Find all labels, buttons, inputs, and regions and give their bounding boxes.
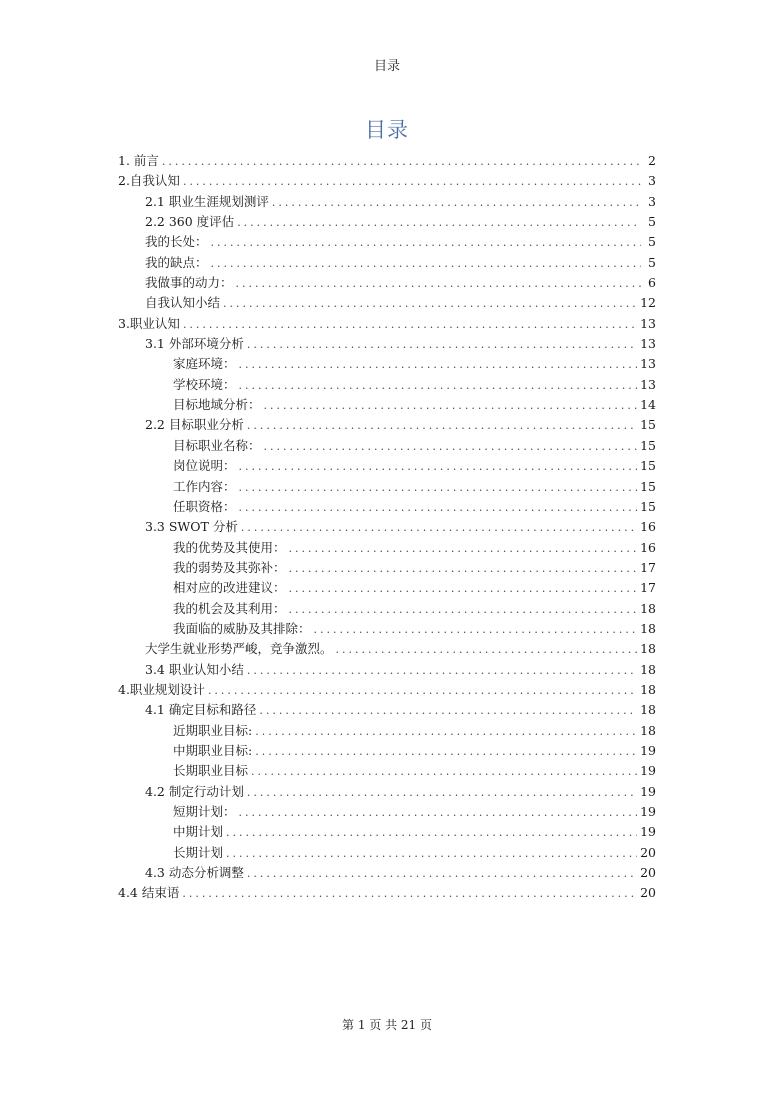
toc-dot-leader bbox=[239, 376, 638, 396]
toc-entry-label: 中期计划 bbox=[173, 824, 224, 840]
toc-entry-label: 4.3 动态分析调整 bbox=[145, 865, 244, 881]
toc-entry-label: 短期计划： bbox=[173, 804, 236, 819]
toc-page-number: 18 bbox=[640, 661, 656, 677]
table-of-contents bbox=[118, 151, 656, 904]
toc-page-number: 16 bbox=[640, 519, 656, 535]
toc-dot-leader bbox=[162, 152, 641, 172]
toc-entry-label: 3.职业认知 bbox=[118, 315, 180, 331]
toc-dot-leader bbox=[264, 437, 638, 457]
toc-page-number: 3 bbox=[648, 173, 656, 189]
toc-dot-leader bbox=[241, 518, 637, 538]
toc-dot-leader bbox=[336, 640, 638, 660]
toc-entry-label: 2.自我认知 bbox=[118, 173, 180, 189]
toc-entry[interactable] bbox=[118, 375, 656, 395]
toc-page-number: 17 bbox=[640, 580, 656, 596]
toc-entry-label: 岗位说明： bbox=[173, 458, 236, 474]
toc-dot-leader bbox=[211, 254, 641, 274]
toc-entry[interactable] bbox=[118, 639, 656, 659]
toc-entry-label: 我的机会及其利用： bbox=[173, 600, 286, 616]
toc-page-number: 19 bbox=[640, 742, 656, 758]
toc-page-number: 19 bbox=[640, 804, 656, 819]
toc-page-number: 18 bbox=[640, 722, 656, 738]
toc-dot-leader bbox=[247, 335, 637, 355]
toc-page-number: 13 bbox=[640, 315, 656, 331]
toc-entry[interactable] bbox=[118, 171, 656, 191]
toc-entry-label: 我做事的动力： bbox=[145, 275, 233, 291]
toc-entry[interactable] bbox=[118, 680, 656, 700]
toc-entry[interactable] bbox=[118, 619, 656, 639]
toc-dot-leader bbox=[289, 559, 638, 579]
toc-page-number: 15 bbox=[640, 498, 656, 514]
toc-entry[interactable] bbox=[118, 477, 656, 497]
toc-entry[interactable] bbox=[118, 843, 656, 863]
toc-page-number: 17 bbox=[640, 559, 656, 575]
toc-dot-leader bbox=[226, 844, 637, 864]
toc-entry-label: 4.4 结束语 bbox=[118, 885, 180, 901]
toc-dot-leader bbox=[211, 233, 641, 253]
toc-entry-label: 我的优势及其使用： bbox=[173, 539, 286, 555]
toc-entry[interactable] bbox=[118, 232, 656, 252]
toc-entry[interactable] bbox=[118, 660, 656, 680]
toc-dot-leader bbox=[239, 803, 638, 823]
toc-entry-label: 近期职业目标: bbox=[173, 722, 253, 738]
toc-entry[interactable] bbox=[118, 599, 656, 619]
toc-entry-label: 3.3 SWOT 分析 bbox=[145, 519, 238, 535]
toc-dot-leader bbox=[289, 600, 638, 620]
toc-entry[interactable] bbox=[118, 517, 656, 537]
toc-entry-label: 2.2 360 度评估 bbox=[145, 214, 235, 230]
toc-page-number: 20 bbox=[640, 865, 656, 881]
toc-entry[interactable] bbox=[118, 212, 656, 232]
toc-page-number: 12 bbox=[640, 295, 656, 311]
toc-entry-label: 长期职业目标 bbox=[173, 763, 249, 779]
toc-page-number: 13 bbox=[640, 376, 656, 392]
toc-page-number: 19 bbox=[640, 783, 656, 799]
toc-entry[interactable] bbox=[118, 334, 656, 354]
toc-page-number: 6 bbox=[648, 275, 656, 291]
toc-entry-label: 4.1 确定目标和路径 bbox=[145, 702, 257, 718]
toc-title: 目录 bbox=[365, 118, 409, 142]
toc-page-number: 13 bbox=[640, 336, 656, 352]
toc-page-number: 18 bbox=[640, 702, 656, 718]
toc-dot-leader bbox=[237, 213, 641, 233]
toc-entry-label: 长期计划 bbox=[173, 844, 224, 860]
toc-dot-leader bbox=[314, 620, 638, 640]
toc-page-number: 20 bbox=[640, 885, 656, 901]
toc-entry-label: 2.1 职业生涯规划测评 bbox=[145, 193, 269, 209]
toc-page-number: 19 bbox=[640, 763, 656, 779]
toc-entry[interactable] bbox=[118, 700, 656, 720]
toc-page-number: 2 bbox=[648, 153, 656, 168]
toc-entry[interactable] bbox=[118, 883, 656, 903]
toc-dot-leader bbox=[247, 661, 637, 681]
toc-page-number: 13 bbox=[640, 356, 656, 372]
toc-page-number: 5 bbox=[648, 214, 656, 230]
toc-entry[interactable] bbox=[118, 802, 656, 822]
toc-entry-label: 相对应的改进建议： bbox=[173, 580, 286, 596]
toc-entry-label: 我面临的威胁及其排除： bbox=[173, 620, 311, 636]
toc-dot-leader bbox=[236, 274, 641, 294]
toc-entry[interactable] bbox=[118, 192, 656, 212]
toc-page-number: 15 bbox=[640, 458, 656, 474]
toc-entry[interactable] bbox=[118, 558, 656, 578]
page-footer: 第 1 页 共 21 页 bbox=[342, 1018, 432, 1032]
toc-entry[interactable] bbox=[118, 761, 656, 781]
toc-dot-leader bbox=[239, 457, 638, 477]
toc-entry-label: 家庭环境： bbox=[173, 356, 236, 372]
toc-dot-leader bbox=[182, 884, 637, 904]
toc-page-number: 18 bbox=[640, 620, 656, 636]
toc-entry-label: 大学生就业形势严峻，竞争激烈。 bbox=[145, 641, 333, 657]
toc-dot-leader bbox=[226, 823, 637, 843]
toc-entry[interactable] bbox=[118, 538, 656, 558]
toc-entry[interactable] bbox=[118, 863, 656, 883]
toc-entry[interactable] bbox=[118, 314, 656, 334]
toc-entry[interactable] bbox=[118, 456, 656, 476]
toc-entry-label: 我的弱势及其弥补： bbox=[173, 559, 286, 575]
toc-dot-leader bbox=[239, 355, 638, 375]
toc-dot-leader bbox=[289, 579, 638, 599]
toc-dot-leader bbox=[183, 172, 641, 192]
toc-entry[interactable] bbox=[118, 436, 656, 456]
toc-dot-leader bbox=[272, 193, 641, 213]
toc-page-number: 20 bbox=[640, 844, 656, 860]
toc-entry-label: 学校环境： bbox=[173, 376, 236, 392]
toc-entry[interactable] bbox=[118, 253, 656, 273]
toc-entry[interactable] bbox=[118, 741, 656, 761]
toc-entry[interactable] bbox=[118, 273, 656, 293]
toc-dot-leader bbox=[223, 294, 637, 314]
toc-entry-label: 我的长处： bbox=[145, 234, 208, 250]
toc-entry-label: 中期职业目标: bbox=[173, 742, 253, 758]
toc-entry-label: 目标职业名称： bbox=[173, 437, 261, 453]
toc-dot-leader bbox=[239, 498, 638, 518]
toc-entry-label: 任职资格： bbox=[173, 498, 236, 514]
toc-entry[interactable] bbox=[118, 395, 656, 415]
toc-dot-leader bbox=[255, 742, 637, 762]
toc-entry-label: 2.2 目标职业分析 bbox=[145, 417, 244, 433]
toc-dot-leader bbox=[259, 701, 637, 721]
toc-page-number: 15 bbox=[640, 437, 656, 453]
toc-entry-label: 4.职业规划设计 bbox=[118, 681, 205, 697]
page-header: 目录 bbox=[373, 59, 400, 74]
toc-dot-leader bbox=[247, 783, 637, 803]
toc-dot-leader bbox=[289, 539, 638, 559]
toc-entry[interactable] bbox=[118, 782, 656, 802]
toc-page-number: 18 bbox=[640, 681, 656, 697]
toc-page-number: 5 bbox=[648, 234, 656, 250]
toc-page-number: 3 bbox=[648, 193, 656, 209]
toc-page-number: 15 bbox=[640, 478, 656, 494]
toc-page-number: 5 bbox=[648, 254, 656, 270]
toc-dot-leader bbox=[208, 681, 637, 701]
toc-dot-leader bbox=[183, 315, 637, 335]
toc-page-number: 19 bbox=[640, 824, 656, 840]
toc-entry-label: 目标地域分析： bbox=[173, 397, 261, 413]
toc-entry[interactable] bbox=[118, 721, 656, 741]
toc-entry[interactable] bbox=[118, 151, 656, 171]
toc-entry-label: 我的缺点： bbox=[145, 254, 208, 270]
toc-page-number: 18 bbox=[640, 641, 656, 657]
toc-entry[interactable] bbox=[118, 578, 656, 598]
toc-entry-label: 1. 前言 bbox=[118, 153, 159, 168]
toc-dot-leader bbox=[251, 762, 637, 782]
toc-entry[interactable] bbox=[118, 497, 656, 517]
toc-page-number: 18 bbox=[640, 600, 656, 616]
toc-dot-leader bbox=[255, 722, 637, 742]
toc-entry[interactable] bbox=[118, 354, 656, 374]
toc-entry[interactable] bbox=[118, 822, 656, 842]
toc-dot-leader bbox=[247, 864, 637, 884]
toc-entry-label: 3.1 外部环境分析 bbox=[145, 336, 244, 352]
toc-entry[interactable] bbox=[118, 415, 656, 435]
toc-entry-label: 自我认知小结 bbox=[145, 295, 221, 311]
toc-page-number: 14 bbox=[640, 397, 656, 413]
toc-entry-label: 4.2 制定行动计划 bbox=[145, 783, 244, 799]
toc-page-number: 16 bbox=[640, 539, 656, 555]
toc-dot-leader bbox=[247, 416, 637, 436]
toc-dot-leader bbox=[264, 396, 638, 416]
toc-entry-label: 工作内容： bbox=[173, 478, 236, 494]
toc-page-number: 15 bbox=[640, 417, 656, 433]
toc-entry[interactable] bbox=[118, 293, 656, 313]
toc-dot-leader bbox=[239, 478, 638, 498]
toc-entry-label: 3.4 职业认知小结 bbox=[145, 661, 244, 677]
